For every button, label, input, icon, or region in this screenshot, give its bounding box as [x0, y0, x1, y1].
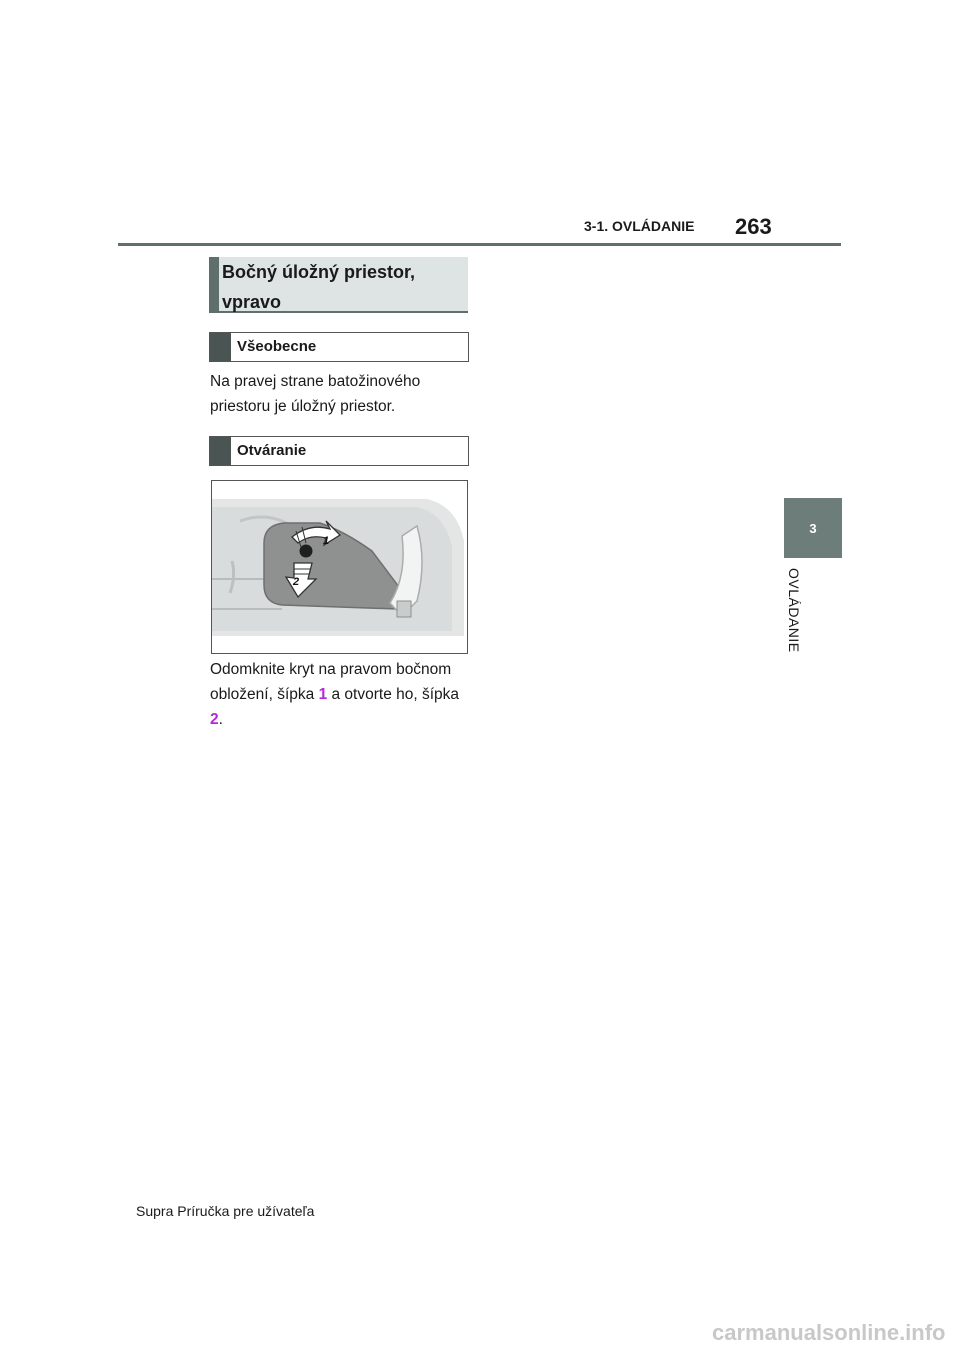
- header-rule: [118, 243, 841, 246]
- subsection-opening-box: [209, 436, 469, 466]
- footer-manual-title: Supra Príručka pre užívateľa: [136, 1203, 315, 1219]
- watermark: carmanualsonline.info: [712, 1320, 946, 1345]
- general-paragraph: [210, 369, 470, 419]
- opening-paragraph-line3: [210, 707, 480, 732]
- opening-paragraph-line2: [210, 682, 480, 707]
- subsection-general-bar: [210, 333, 231, 361]
- section-title-bar: [209, 257, 219, 313]
- section-title-box: [209, 257, 468, 313]
- arrow-2-reference: 2: [210, 711, 219, 728]
- subsection-general-box: [209, 332, 469, 362]
- arrow-1-reference: 1: [318, 686, 328, 703]
- opening-paragraph-line1: Odomknite kryt na pravom bočnom: [210, 661, 452, 678]
- trunk-illustration: [212, 481, 467, 653]
- opening-line2-text-a: obložení, šípka: [210, 686, 319, 703]
- opening-line2-text-b: a otvorte ho, šípka: [327, 686, 460, 703]
- general-paragraph-line2: priestoru je úložný priestor.: [210, 398, 396, 415]
- section-title-line1: Bočný úložný priestor,: [222, 262, 416, 282]
- section-header: 3-1. OVLÁDANIE: [584, 218, 695, 234]
- chapter-tab[interactable]: [784, 498, 842, 558]
- general-paragraph-line1: Na pravej strane batožinového: [210, 373, 421, 390]
- storage-figure: [211, 480, 468, 654]
- chapter-tab-label: OVLÁDANIE: [786, 568, 802, 653]
- page-number: 263: [735, 214, 772, 239]
- opening-paragraph: [210, 657, 480, 732]
- subsection-opening-title: Otváranie: [237, 442, 307, 459]
- section-title-line2: vpravo: [222, 292, 282, 312]
- arrow-2-label: 2: [293, 576, 300, 588]
- subsection-opening-bar: [210, 437, 231, 465]
- arrow-1-label: 1: [323, 535, 330, 547]
- opening-line3-text: .: [218, 711, 223, 728]
- section-title: [222, 257, 415, 317]
- chapter-tab-number: 3: [809, 520, 817, 536]
- subsection-general-title: Všeobecne: [237, 338, 317, 355]
